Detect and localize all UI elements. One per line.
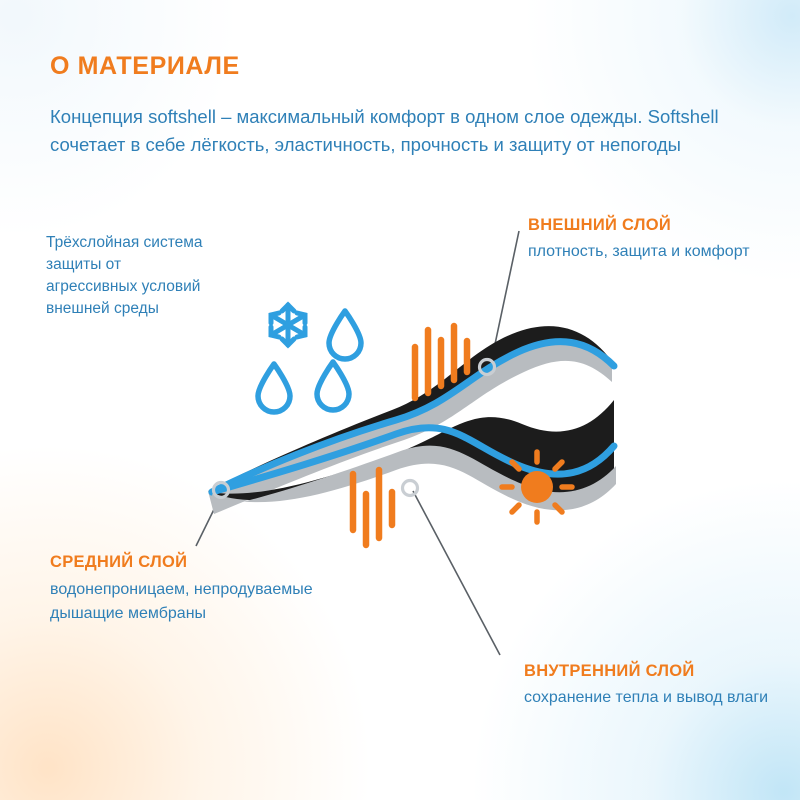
droplet-icon <box>329 311 361 359</box>
left-note-text: Трёхслойная система защиты от агрессивных условий внешней среды <box>46 234 203 317</box>
snowflake-icon <box>271 305 305 345</box>
callout-middle-label: СРЕДНИЙ СЛОЙ <box>50 553 188 571</box>
callout-inner-label: ВНУТРЕННИЙ СЛОЙ <box>524 662 695 680</box>
anchor-inner <box>403 481 418 496</box>
callout-outer-text: плотность, защита и комфорт <box>528 243 750 260</box>
page-title: О МАТЕРИАЛЕ <box>50 52 240 80</box>
callout-outer-label: ВНЕШНИЙ СЛОЙ <box>528 216 672 234</box>
droplet-icon-group <box>258 311 361 412</box>
droplet-icon <box>258 364 290 412</box>
sun-icon <box>502 452 572 522</box>
callout-inner-text: сохранение тепла и вывод влаги <box>524 689 769 706</box>
callout-middle-text: водонепроницаем, непродуваемые дышащие мембраны <box>50 581 313 622</box>
intro-paragraph: Концепция softshell – максимальный комфорт в одном слое одежды. Softshell сочетает в себе лёгкость, эластичность, прочность и защиту от непогоды <box>50 106 719 155</box>
droplet-icon <box>317 362 349 410</box>
